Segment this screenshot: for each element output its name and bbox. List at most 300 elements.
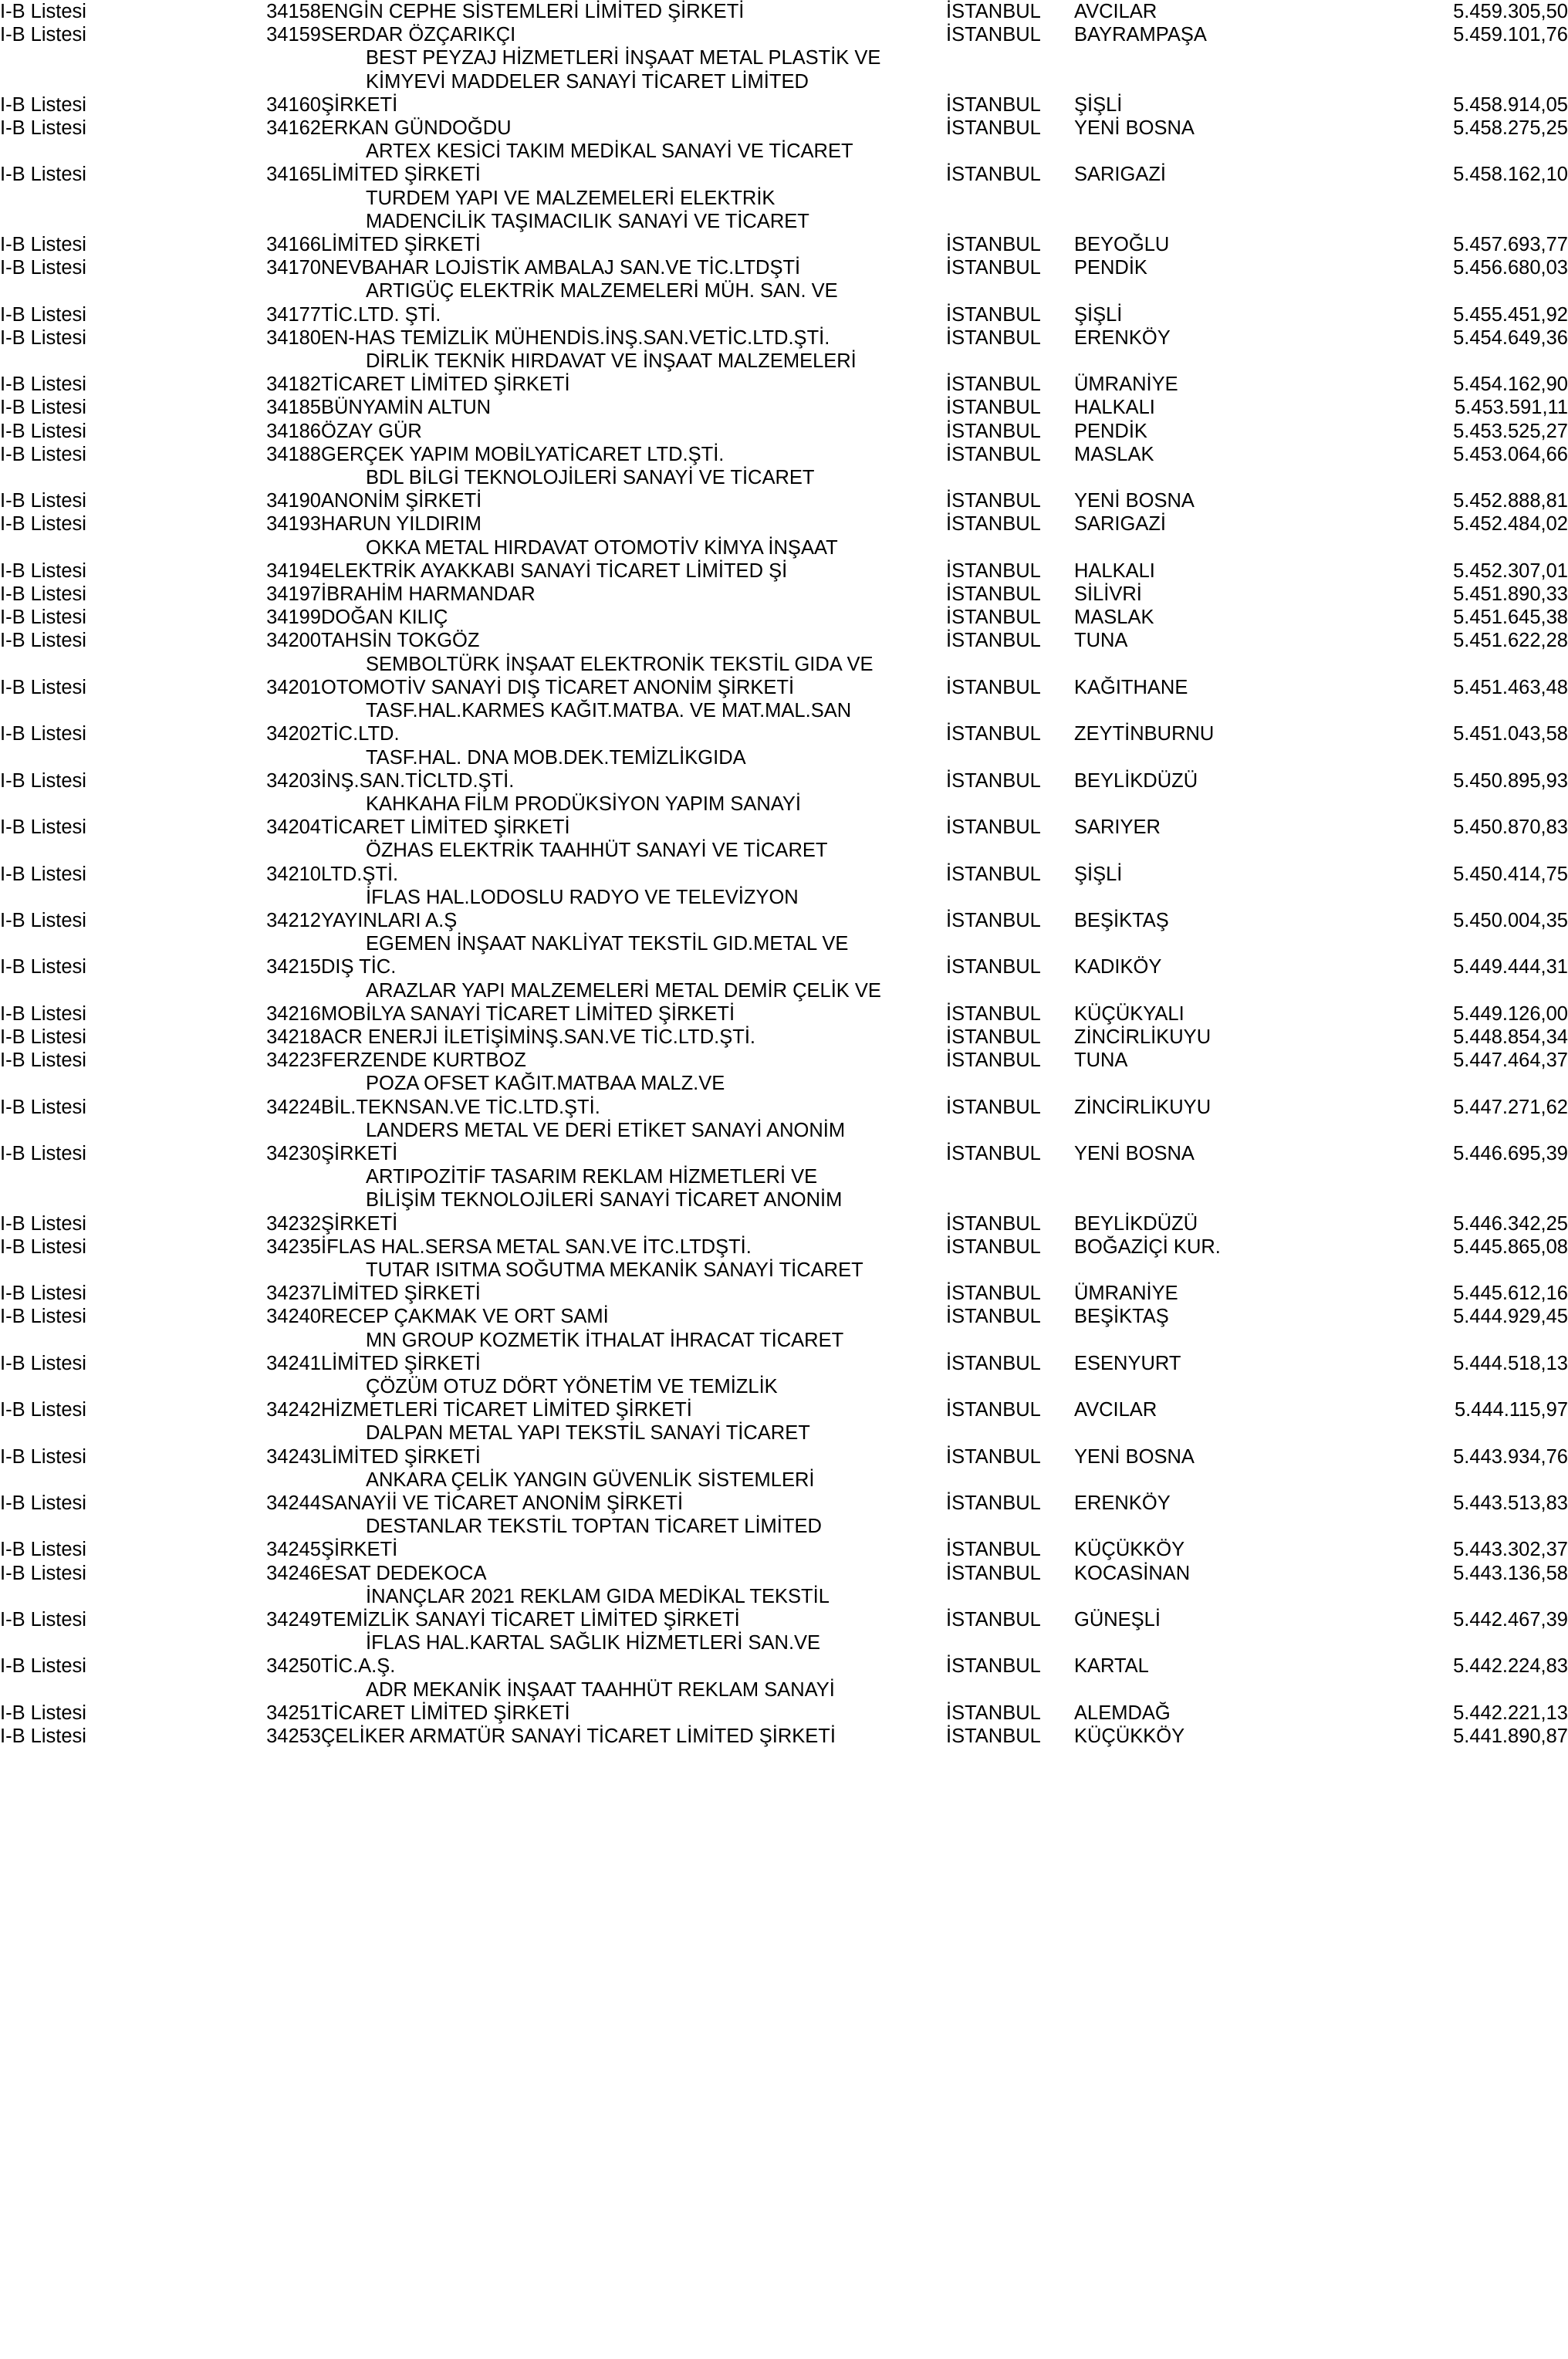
table-row [0, 489, 1568, 512]
cell-company-title: YAYINLARI A.Ş [321, 909, 458, 931]
cell-amount: 5.456.680,03 [1453, 257, 1568, 279]
cell-company-title: ÖZHAS ELEKTRİK TAAHHÜT SANAYİ VE TİCARET [366, 840, 828, 862]
table-row-continuation [0, 1375, 1568, 1398]
cell-district [1074, 653, 1329, 676]
cell-company-title: İNANÇLAR 2021 REKLAM GIDA MEDİKAL TEKSTİL [366, 1585, 830, 1607]
cell-district: SİLİVRİ [1074, 583, 1142, 606]
cell-city [946, 886, 1074, 909]
cell-amount [1329, 279, 1568, 302]
cell-list-name [0, 1631, 213, 1654]
cell-amount: 5.450.895,93 [1453, 769, 1568, 792]
cell-file-no: 34182 [266, 373, 321, 396]
cell-district: BEŞİKTAŞ [1074, 1306, 1169, 1328]
cell-file-no: 34244 [266, 1492, 321, 1514]
cell-city [946, 536, 1074, 559]
cell-city: İSTANBUL [946, 164, 1041, 186]
cell-list-name: I-B Listesi [0, 676, 86, 698]
cell-district: HALKALI [1074, 397, 1155, 419]
cell-city: İSTANBUL [946, 909, 1041, 931]
cell-district: ALEMDAĞ [1074, 1702, 1171, 1724]
cell-company-title: EN-HAS TEMİZLİK MÜHENDİS.İNŞ.SAN.VETİC.LTD.ŞTİ. [321, 326, 830, 349]
cell-list-name: I-B Listesi [0, 1655, 86, 1678]
cell-city: İSTANBUL [946, 1212, 1041, 1235]
table-row-continuation [0, 279, 1568, 302]
table-row-continuation [0, 1165, 1568, 1188]
cell-list-name [0, 1375, 213, 1398]
cell-file-no [213, 1329, 321, 1352]
cell-file-no [213, 1468, 321, 1492]
table-row-continuation [0, 932, 1568, 955]
cell-list-name: I-B Listesi [0, 559, 86, 582]
cell-district [1074, 70, 1329, 93]
cell-company-title: TEMİZLİK SANAYİ TİCARET LİMİTED ŞİRKETİ [321, 1609, 740, 1631]
cell-amount [1329, 1329, 1568, 1352]
cell-city: İSTANBUL [946, 816, 1041, 839]
cell-district: ERENKÖY [1074, 1492, 1171, 1514]
table-row [0, 1352, 1568, 1375]
cell-amount [1329, 1631, 1568, 1654]
cell-company-title: TİC.A.Ş. [321, 1655, 396, 1678]
cell-file-no [213, 140, 321, 163]
cell-company-title: KİMYEVİ MADDELER SANAYİ TİCARET LİMİTED [366, 70, 809, 93]
cell-list-name: I-B Listesi [0, 93, 86, 116]
table-row [0, 676, 1568, 699]
cell-company-title: BİL.TEKNSAN.VE TİC.LTD.ŞTİ. [321, 1096, 600, 1118]
cell-company-title: GERÇEK YAPIM MOBİLYATİCARET LTD.ŞTİ. [321, 443, 725, 465]
cell-list-name: I-B Listesi [0, 1212, 86, 1235]
cell-district: SARIGAZİ [1074, 513, 1167, 536]
table-row [0, 1096, 1568, 1119]
cell-amount: 5.451.645,38 [1453, 607, 1568, 629]
cell-list-name [0, 70, 213, 93]
cell-city: İSTANBUL [946, 1306, 1041, 1328]
cell-district: YENİ BOSNA [1074, 1445, 1195, 1468]
cell-amount: 5.454.162,90 [1453, 373, 1568, 396]
cell-district: PENDİK [1074, 420, 1147, 442]
cell-company-title: DİRLİK TEKNİK HIRDAVAT VE İNŞAAT MALZEMELERİ [366, 350, 857, 373]
cell-district: ÜMRANİYE [1074, 1283, 1178, 1305]
cell-city: İSTANBUL [946, 1609, 1041, 1631]
cell-file-no: 34218 [266, 1026, 321, 1048]
cell-company-title: ARTIPOZİTİF TASARIM REKLAM HİZMETLERİ VE [366, 1166, 818, 1188]
cell-amount: 5.447.464,37 [1453, 1049, 1568, 1072]
cell-amount: 5.442.224,83 [1453, 1655, 1568, 1678]
cell-list-name [0, 1515, 213, 1538]
cell-district: YENİ BOSNA [1074, 117, 1195, 140]
table-row-continuation [0, 699, 1568, 722]
cell-file-no: 34158 [266, 1, 321, 22]
table-row [0, 256, 1568, 279]
cell-company-title: ELEKTRİK AYAKKABI SANAYİ TİCARET LİMİTED Şİ [321, 559, 788, 582]
cell-city [946, 1421, 1074, 1445]
table-row-continuation [0, 793, 1568, 816]
cell-city: İSTANBUL [946, 1049, 1041, 1072]
cell-company-title: SANAYİİ VE TİCARET ANONİM ŞİRKETİ [321, 1492, 684, 1514]
cell-amount: 5.444.518,13 [1453, 1352, 1568, 1374]
cell-list-name: I-B Listesi [0, 1142, 86, 1164]
cell-city: İSTANBUL [946, 117, 1041, 140]
cell-district [1074, 1421, 1329, 1445]
cell-city: İSTANBUL [946, 326, 1041, 349]
table-row [0, 1049, 1568, 1072]
cell-district [1074, 1165, 1329, 1188]
cell-amount [1329, 466, 1568, 489]
cell-district: KÜÇÜKKÖY [1074, 1725, 1185, 1748]
cell-company-title: ŞİRKETİ [321, 1142, 398, 1164]
table-row [0, 303, 1568, 326]
table-row-continuation [0, 536, 1568, 559]
cell-city: İSTANBUL [946, 443, 1041, 465]
cell-company-title: İNŞ.SAN.TİCLTD.ŞTİ. [321, 769, 515, 792]
cell-amount [1329, 746, 1568, 769]
cell-district: ESENYURT [1074, 1352, 1181, 1374]
cell-amount: 5.441.890,87 [1453, 1725, 1568, 1748]
cell-file-no: 34197 [266, 583, 321, 606]
cell-city: İSTANBUL [946, 559, 1041, 582]
cell-amount [1329, 1165, 1568, 1188]
cell-list-name: I-B Listesi [0, 1306, 86, 1328]
cell-city: İSTANBUL [946, 1655, 1041, 1678]
cell-company-title: ENGİN CEPHE SİSTEMLERİ LİMİTED ŞİRKETİ [321, 1, 745, 22]
cell-city: İSTANBUL [946, 956, 1041, 978]
cell-company-title: POZA OFSET KAĞIT.MATBAA MALZ.VE [366, 1073, 725, 1095]
cell-list-name [0, 793, 213, 816]
cell-city: İSTANBUL [946, 513, 1041, 536]
table-row [0, 1562, 1568, 1585]
cell-amount: 5.453.525,27 [1453, 420, 1568, 442]
cell-company-title: ARTEX KESİCİ TAKIM MEDİKAL SANAYİ VE TİCARET [366, 140, 853, 163]
cell-file-no: 34241 [266, 1352, 321, 1374]
cell-list-name [0, 140, 213, 163]
cell-company-title: ANKARA ÇELİK YANGIN GÜVENLİK SİSTEMLERİ [366, 1468, 815, 1491]
cell-file-no: 34232 [266, 1212, 321, 1235]
cell-amount [1329, 1375, 1568, 1398]
cell-city: İSTANBUL [946, 373, 1041, 396]
cell-company-title: NEVBAHAR LOJİSTİK AMBALAJ SAN.VE TİC.LTDŞTİ [321, 257, 801, 279]
cell-company-title: ŞİRKETİ [321, 1539, 398, 1561]
table-row [0, 606, 1568, 629]
cell-company-title: ACR ENERJİ İLETİŞİMİNŞ.SAN.VE TİC.LTD.ŞTİ. [321, 1026, 755, 1048]
table-row [0, 443, 1568, 466]
cell-file-no [213, 699, 321, 722]
cell-file-no [213, 279, 321, 302]
cell-amount [1329, 1515, 1568, 1538]
cell-district: BEŞİKTAŞ [1074, 909, 1169, 931]
cell-file-no: 34190 [266, 490, 321, 512]
cell-list-name: I-B Listesi [0, 443, 86, 465]
cell-district [1074, 979, 1329, 1002]
cell-city [946, 1072, 1074, 1095]
cell-amount: 5.442.467,39 [1453, 1609, 1568, 1631]
cell-list-name: I-B Listesi [0, 1283, 86, 1305]
table-row [0, 1002, 1568, 1026]
cell-district [1074, 1585, 1329, 1608]
cell-company-title: İFLAS HAL.LODOSLU RADYO VE TELEVİZYON [366, 886, 799, 908]
cell-file-no [213, 536, 321, 559]
cell-city: İSTANBUL [946, 583, 1041, 606]
cell-file-no: 34202 [266, 723, 321, 745]
cell-company-title: LİMİTED ŞİRKETİ [321, 164, 481, 186]
cell-city: İSTANBUL [946, 607, 1041, 629]
cell-list-name: I-B Listesi [0, 326, 86, 349]
cell-file-no: 34246 [266, 1562, 321, 1584]
cell-city: İSTANBUL [946, 420, 1041, 442]
cell-list-name: I-B Listesi [0, 769, 86, 792]
cell-company-title: DIŞ TİC. [321, 956, 397, 978]
cell-file-no [213, 746, 321, 769]
table-row-continuation [0, 1421, 1568, 1445]
cell-city [946, 653, 1074, 676]
cell-company-title: RECEP ÇAKMAK VE ORT SAMİ [321, 1306, 609, 1328]
cell-district: TUNA [1074, 630, 1128, 652]
cell-list-name: I-B Listesi [0, 1352, 86, 1374]
cell-company-title: TAHSİN TOKGÖZ [321, 630, 480, 652]
cell-city: İSTANBUL [946, 1142, 1041, 1164]
cell-file-no: 34162 [266, 117, 321, 140]
table-row-continuation [0, 1259, 1568, 1282]
cell-file-no: 34188 [266, 443, 321, 465]
cell-amount [1329, 140, 1568, 163]
cell-file-no [213, 1072, 321, 1095]
table-row [0, 629, 1568, 652]
cell-city: İSTANBUL [946, 630, 1041, 652]
cell-file-no: 34235 [266, 1235, 321, 1258]
cell-file-no: 34159 [266, 24, 321, 46]
cell-company-title: İFLAS HAL.KARTAL SAĞLIK HİZMETLERİ SAN.VE [366, 1632, 821, 1654]
cell-list-name: I-B Listesi [0, 117, 86, 140]
cell-district: ŞİŞLİ [1074, 303, 1123, 326]
cell-city [946, 466, 1074, 489]
cell-city: İSTANBUL [946, 1539, 1041, 1561]
cell-district: BEYOĞLU [1074, 234, 1170, 256]
cell-district [1074, 466, 1329, 489]
cell-list-name: I-B Listesi [0, 420, 86, 442]
cell-company-title: OTOMOTİV SANAYİ DIŞ TİCARET ANONİM ŞİRKETİ [321, 676, 795, 698]
table-row [0, 1282, 1568, 1305]
cell-list-name [0, 46, 213, 69]
cell-amount: 5.447.271,62 [1453, 1096, 1568, 1118]
cell-list-name [0, 653, 213, 676]
cell-district [1074, 1678, 1329, 1702]
cell-file-no [213, 979, 321, 1002]
cell-city: İSTANBUL [946, 1283, 1041, 1305]
cell-file-no: 34199 [266, 607, 321, 629]
table-row [0, 559, 1568, 583]
table-row-continuation [0, 1329, 1568, 1352]
table-row-continuation [0, 1678, 1568, 1702]
table-row-continuation [0, 746, 1568, 769]
cell-city [946, 210, 1074, 233]
cell-company-title: BÜNYAMİN ALTUN [321, 397, 492, 419]
cell-list-name: I-B Listesi [0, 257, 86, 279]
cell-list-name [0, 1678, 213, 1702]
cell-list-name: I-B Listesi [0, 1562, 86, 1584]
cell-city: İSTANBUL [946, 303, 1041, 326]
cell-city: İSTANBUL [946, 257, 1041, 279]
cell-list-name: I-B Listesi [0, 24, 86, 46]
cell-company-title: FERZENDE KURTBOZ [321, 1049, 526, 1072]
cell-company-title: ARAZLAR YAPI MALZEMELERİ METAL DEMİR ÇELİK VE [366, 979, 881, 1002]
cell-city [946, 1329, 1074, 1352]
cell-file-no: 34194 [266, 559, 321, 582]
cell-city [946, 187, 1074, 210]
cell-file-no [213, 1515, 321, 1538]
cell-amount: 5.443.136,58 [1453, 1562, 1568, 1584]
cell-city [946, 1678, 1074, 1702]
cell-company-title: EGEMEN İNŞAAT NAKLİYAT TEKSTİL GID.METAL VE [366, 933, 849, 955]
cell-file-no: 34166 [266, 234, 321, 256]
cell-list-name: I-B Listesi [0, 583, 86, 606]
cell-district [1074, 1375, 1329, 1398]
cell-amount: 5.450.414,75 [1453, 863, 1568, 885]
table-row-continuation [0, 350, 1568, 373]
table-row [0, 1725, 1568, 1748]
cell-company-title: TURDEM YAPI VE MALZEMELERİ ELEKTRİK [366, 187, 776, 209]
cell-list-name [0, 1188, 213, 1212]
cell-city: İSTANBUL [946, 1492, 1041, 1514]
cell-file-no: 34186 [266, 420, 321, 442]
cell-district [1074, 1631, 1329, 1654]
cell-city: İSTANBUL [946, 676, 1041, 698]
cell-city: İSTANBUL [946, 723, 1041, 745]
table-row-continuation [0, 210, 1568, 233]
cell-district [1074, 1468, 1329, 1492]
cell-district: ERENKÖY [1074, 326, 1171, 349]
cell-amount [1329, 1188, 1568, 1212]
cell-file-no: 34210 [266, 863, 321, 885]
cell-company-title: ARTIGÜÇ ELEKTRİK MALZEMELERİ MÜH. SAN. VE [366, 280, 838, 302]
cell-city: İSTANBUL [946, 397, 1041, 419]
cell-company-title: LİMİTED ŞİRKETİ [321, 1445, 481, 1468]
cell-list-name: I-B Listesi [0, 373, 86, 396]
cell-company-title: LİMİTED ŞİRKETİ [321, 1283, 481, 1305]
cell-file-no [213, 70, 321, 93]
cell-city [946, 839, 1074, 862]
cell-district: YENİ BOSNA [1074, 490, 1195, 512]
cell-list-name [0, 932, 213, 955]
cell-file-no: 34193 [266, 513, 321, 536]
cell-company-title: TASF.HAL.KARMES KAĞIT.MATBA. VE MAT.MAL.SAN [366, 700, 852, 722]
cell-city [946, 1375, 1074, 1398]
cell-district: YENİ BOSNA [1074, 1142, 1195, 1164]
cell-list-name [0, 1119, 213, 1142]
cell-company-title: ADR MEKANİK İNŞAAT TAAHHÜT REKLAM SANAYİ [366, 1678, 835, 1701]
cell-amount: 5.458.275,25 [1453, 117, 1568, 140]
cell-amount [1329, 1119, 1568, 1142]
cell-company-title: HİZMETLERİ TİCARET LİMİTED ŞİRKETİ [321, 1399, 692, 1421]
table-row [0, 1702, 1568, 1725]
cell-list-name [0, 187, 213, 210]
cell-list-name: I-B Listesi [0, 863, 86, 885]
cell-district: SARIGAZİ [1074, 164, 1167, 186]
table-row-continuation [0, 46, 1568, 69]
cell-company-title: MADENCİLİK TAŞIMACILIK SANAYİ VE TİCARET [366, 210, 809, 232]
table-row [0, 93, 1568, 117]
cell-district: KÜÇÜKKÖY [1074, 1539, 1185, 1561]
cell-file-no: 34216 [266, 1002, 321, 1025]
cell-company-title: İFLAS HAL.SERSA METAL SAN.VE İTC.LTDŞTİ. [321, 1235, 752, 1258]
cell-district: BOĞAZİÇİ KUR. [1074, 1235, 1221, 1258]
cell-district: AVCILAR [1074, 1, 1157, 22]
cell-amount [1329, 886, 1568, 909]
cell-list-name: I-B Listesi [0, 1, 86, 22]
table-row-continuation [0, 886, 1568, 909]
cell-list-name: I-B Listesi [0, 1609, 86, 1631]
cell-list-name: I-B Listesi [0, 607, 86, 629]
table-row [0, 816, 1568, 839]
cell-company-title: SEMBOLTÜRK İNŞAAT ELEKTRONİK TEKSTİL GIDA VE [366, 653, 874, 675]
table-row-continuation [0, 839, 1568, 862]
cell-district: ŞİŞLİ [1074, 863, 1123, 885]
cell-district [1074, 839, 1329, 862]
cell-file-no: 34230 [266, 1142, 321, 1164]
cell-amount: 5.459.305,50 [1453, 1, 1568, 22]
cell-company-title: SERDAR ÖZÇARIKÇI [321, 24, 516, 46]
cell-district [1074, 699, 1329, 722]
cell-amount: 5.444.115,97 [1455, 1399, 1568, 1421]
cell-company-title: İBRAHİM HARMANDAR [321, 583, 536, 606]
table-row [0, 863, 1568, 886]
cell-city [946, 1188, 1074, 1212]
cell-city [946, 1585, 1074, 1608]
table-row-continuation [0, 1631, 1568, 1654]
cell-list-name [0, 210, 213, 233]
cell-amount: 5.451.622,28 [1453, 630, 1568, 652]
cell-city: İSTANBUL [946, 1096, 1041, 1118]
cell-city [946, 1468, 1074, 1492]
cell-file-no: 34251 [266, 1702, 321, 1724]
table-row [0, 722, 1568, 745]
cell-file-no [213, 886, 321, 909]
cell-company-title: ESAT DEDEKOCA [321, 1562, 487, 1584]
cell-amount: 5.457.693,77 [1453, 234, 1568, 256]
cell-amount: 5.449.126,00 [1453, 1002, 1568, 1025]
cell-city [946, 793, 1074, 816]
cell-file-no: 34200 [266, 630, 321, 652]
cell-amount: 5.449.444,31 [1453, 956, 1568, 978]
cell-file-no [213, 1259, 321, 1282]
cell-file-no [213, 1585, 321, 1608]
cell-list-name [0, 1072, 213, 1095]
cell-file-no: 34203 [266, 769, 321, 792]
cell-file-no [213, 210, 321, 233]
cell-amount: 5.443.934,76 [1453, 1445, 1568, 1468]
table-row [0, 396, 1568, 419]
cell-file-no: 34240 [266, 1306, 321, 1328]
cell-amount: 5.452.307,01 [1453, 559, 1568, 582]
cell-amount: 5.448.854,34 [1453, 1026, 1568, 1048]
cell-city: İSTANBUL [946, 1445, 1041, 1468]
cell-district: ZEYTİNBURNU [1074, 723, 1215, 745]
cell-amount: 5.458.162,10 [1453, 164, 1568, 186]
table-row [0, 769, 1568, 793]
cell-district: HALKALI [1074, 559, 1155, 582]
table-row [0, 1445, 1568, 1468]
cell-file-no: 34201 [266, 676, 321, 698]
table-row [0, 0, 1568, 23]
cell-district: KARTAL [1074, 1655, 1149, 1678]
cell-city: İSTANBUL [946, 1562, 1041, 1584]
cell-company-title: TİC.LTD. ŞTİ. [321, 303, 441, 326]
cell-company-title: TUTAR ISITMA SOĞUTMA MEKANİK SANAYİ TİCARET [366, 1259, 863, 1281]
cell-city: İSTANBUL [946, 1352, 1041, 1374]
cell-company-title: KAHKAHA FİLM PRODÜKSİYON YAPIM SANAYİ [366, 793, 801, 815]
cell-city [946, 932, 1074, 955]
table-row [0, 117, 1568, 140]
cell-city [946, 70, 1074, 93]
cell-amount [1329, 210, 1568, 233]
cell-amount: 5.459.101,76 [1453, 24, 1568, 46]
